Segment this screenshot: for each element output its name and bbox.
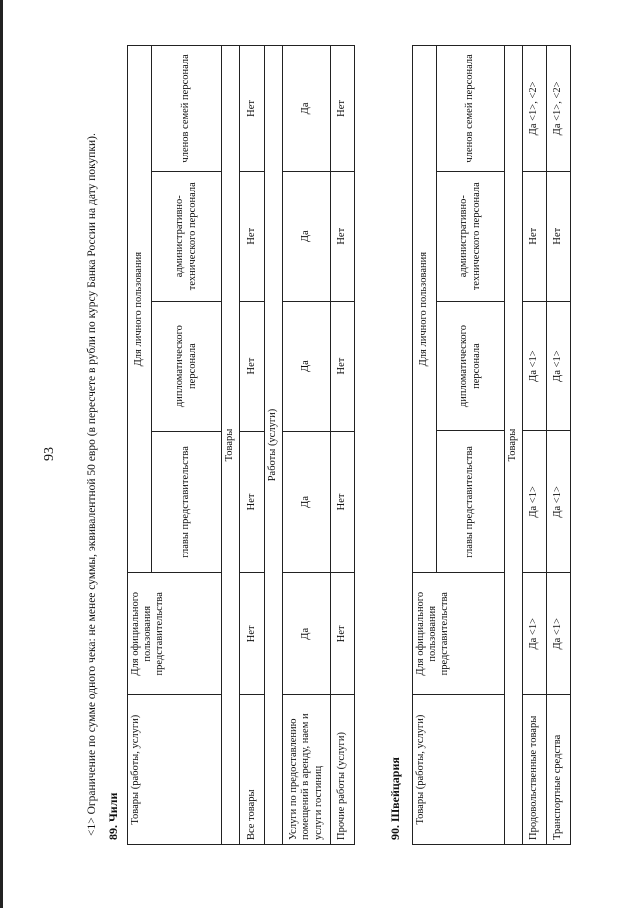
row-name: Все товары bbox=[240, 695, 265, 845]
cell-value: Да bbox=[283, 301, 331, 431]
table-row bbox=[283, 46, 331, 845]
cell-value: Да <1> bbox=[547, 301, 571, 431]
table-row bbox=[523, 46, 547, 845]
cell-value: Нет bbox=[240, 171, 265, 301]
cell-value: Нет bbox=[240, 46, 265, 172]
header-official: Для официального пользования представительства bbox=[413, 573, 505, 695]
cell-value: Нет bbox=[331, 573, 355, 695]
cell-value: Нет bbox=[240, 573, 265, 695]
cell-value: Да <1>, <2> bbox=[547, 46, 571, 172]
cell-value: Нет bbox=[331, 431, 355, 573]
cell-value: Да bbox=[283, 573, 331, 695]
header-diplomatic: дипломатического персонала bbox=[152, 301, 222, 431]
row-name: Прочие работы (услуги) bbox=[331, 695, 355, 845]
header-personal: Для личного пользования bbox=[128, 46, 152, 573]
cell-value: Да <1> bbox=[523, 431, 547, 573]
header-admin: административно-технического персонала bbox=[437, 171, 505, 301]
table-row bbox=[240, 46, 265, 845]
cell-value: Да <1> bbox=[523, 301, 547, 431]
cell-value: Нет bbox=[331, 171, 355, 301]
header-head: главы представительства bbox=[152, 431, 222, 573]
header-goods: Товары (работы, услуги) bbox=[128, 695, 222, 845]
row-name: Продовольственные товары bbox=[523, 695, 547, 845]
header-admin: административно-технического персонала bbox=[152, 171, 222, 301]
header-family: членов семей персонала bbox=[437, 46, 505, 172]
cell-value: Нет bbox=[240, 431, 265, 573]
cell-value: Да bbox=[283, 431, 331, 573]
header-personal: Для личного пользования bbox=[413, 46, 437, 573]
cell-value: Нет bbox=[523, 171, 547, 301]
header-head: главы представительства bbox=[437, 431, 505, 573]
table-row bbox=[331, 46, 355, 845]
footnote: <1> Ограничение по сумме одного чека: не менее суммы, эквивалентной 50 евро (в пересчете в рубли по курсу Банка России на дату покупки). bbox=[86, 133, 98, 836]
group-title: Работы (услуги) bbox=[265, 46, 283, 845]
table-switzerland bbox=[412, 45, 571, 845]
group-title: Товары bbox=[505, 46, 523, 845]
page-number: 93 bbox=[42, 447, 57, 461]
cell-value: Нет bbox=[331, 46, 355, 172]
group-title: Товары bbox=[222, 46, 240, 845]
table-row bbox=[547, 46, 571, 845]
cell-value: Нет bbox=[240, 301, 265, 431]
cell-value: Да bbox=[283, 46, 331, 172]
cell-value: Нет bbox=[331, 301, 355, 431]
header-official: Для официального пользования представительства bbox=[128, 573, 222, 695]
header-goods: Товары (работы, услуги) bbox=[413, 695, 505, 845]
section-heading-chile: 89. Чили bbox=[106, 792, 120, 840]
row-name: Услуги по предоставлению помещений в аренду, наем и услуги гостиниц bbox=[283, 695, 331, 845]
section-heading-switzerland: 90. Швейцария bbox=[388, 757, 402, 840]
cell-value: Да <1> bbox=[523, 573, 547, 695]
header-diplomatic: дипломатического персонала bbox=[437, 301, 505, 431]
cell-value: Да bbox=[283, 171, 331, 301]
cell-value: Да <1>, <2> bbox=[523, 46, 547, 172]
row-name: Транспортные средства bbox=[547, 695, 571, 845]
table-chile bbox=[127, 45, 355, 845]
cell-value: Нет bbox=[547, 171, 571, 301]
cell-value: Да <1> bbox=[547, 431, 571, 573]
cell-value: Да <1> bbox=[547, 573, 571, 695]
header-family: членов семей персонала bbox=[152, 46, 222, 172]
